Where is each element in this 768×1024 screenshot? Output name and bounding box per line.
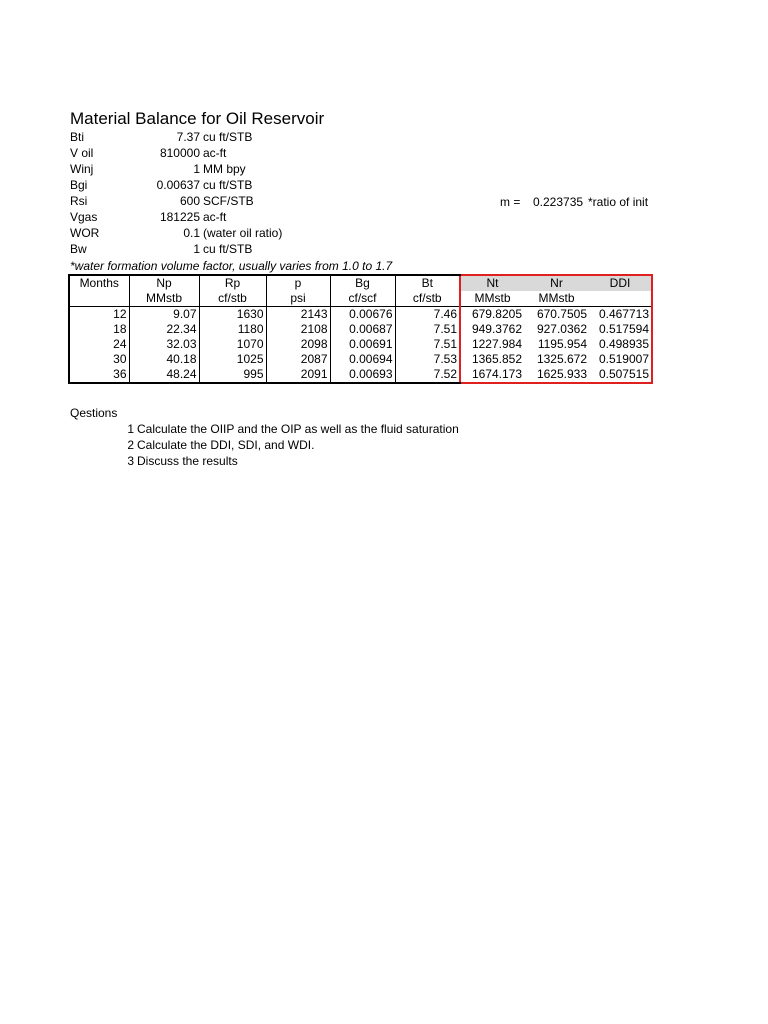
param-name: V oil <box>70 146 94 160</box>
column-unit <box>589 291 652 307</box>
table-cell: 2143 <box>266 307 330 323</box>
column-header: DDI <box>589 275 652 291</box>
table-cell: 1625.933 <box>524 367 589 383</box>
table-cell: 1180 <box>199 322 266 337</box>
table-cell: 0.467713 <box>589 307 652 323</box>
question-number: 2 <box>127 438 134 452</box>
table-cell: 927.0362 <box>536 322 587 336</box>
m-value: 0.223735 <box>533 195 584 209</box>
page-title: Material Balance for Oil Reservoir <box>70 109 325 128</box>
table-cell: 1227.984 <box>460 337 524 352</box>
table-cell: 1195.954 <box>537 337 587 351</box>
table-cell: 949.3762 <box>460 322 524 337</box>
column-unit: MMstb <box>460 291 524 307</box>
table-cell: 0.517594 <box>589 322 652 337</box>
question-text: Calculate the DDI, SDI, and WDI. <box>137 438 315 452</box>
param-name: Bw <box>70 242 87 256</box>
param-unit: cu ft/STB <box>203 242 253 256</box>
param-value: 0.1 <box>183 226 200 240</box>
column-header: Nt <box>460 275 524 291</box>
table-cell: 0.519007 <box>589 352 652 367</box>
question-number: 1 <box>127 422 134 436</box>
param-name: Rsi <box>70 194 88 208</box>
column-unit: cf/stb <box>395 291 460 307</box>
column-unit: cf/stb <box>199 291 266 307</box>
table-cell: 2098 <box>266 337 330 352</box>
table-cell: 22.34 <box>129 322 199 337</box>
table-cell: 48.24 <box>129 367 199 383</box>
table-cell: 9.07 <box>129 307 199 323</box>
table-cell: 7.52 <box>395 367 460 383</box>
column-unit: psi <box>266 291 330 307</box>
table-cell: 0.00691 <box>330 337 395 352</box>
table-cell: 0.00694 <box>330 352 395 367</box>
table-cell: 1325.672 <box>536 352 587 366</box>
m-label: m = <box>500 195 521 209</box>
param-unit: cu ft/STB <box>203 178 253 192</box>
param-name: Vgas <box>70 210 98 224</box>
column-unit <box>69 291 129 307</box>
table-cell: 670.7505 <box>524 307 589 323</box>
table-cell: 995 <box>199 367 266 383</box>
param-value: 181225 <box>159 210 200 224</box>
table-cell: 36 <box>69 367 129 383</box>
table-cell: 1070 <box>199 337 266 352</box>
table-cell: 0.00687 <box>330 322 395 337</box>
questions-label: Qestions <box>70 406 118 420</box>
param-value: 0.00637 <box>156 178 200 192</box>
column-header: Nr <box>524 275 589 291</box>
param-name: WOR <box>70 226 100 240</box>
table-cell: 1365.852 <box>460 352 524 367</box>
table-cell: 0.00676 <box>330 307 395 323</box>
table-cell: 7.51 <box>395 337 460 352</box>
bw-note: *water formation volume factor, usually varies from 1.0 to 1.7 <box>70 259 393 273</box>
param-name: Bti <box>70 130 85 144</box>
table-cell: 40.18 <box>129 352 199 367</box>
param-value: 1 <box>193 162 200 176</box>
param-unit: cu ft/STB <box>203 130 253 144</box>
table-cell: 7.46 <box>395 307 460 323</box>
column-header: Rp <box>199 275 266 291</box>
table-cell: 32.03 <box>129 337 199 352</box>
param-value: 7.37 <box>176 130 200 144</box>
column-header: p <box>266 275 330 291</box>
table-cell: 18 <box>69 322 129 337</box>
table-cell: 7.51 <box>395 322 460 337</box>
column-unit: MMstb <box>538 291 575 305</box>
param-value: 1 <box>193 242 200 256</box>
table-cell: 2108 <box>266 322 330 337</box>
param-name: Bgi <box>70 178 88 192</box>
param-value: 600 <box>179 194 200 208</box>
table-cell: 1025 <box>199 352 266 367</box>
results-table <box>68 274 653 384</box>
table-cell: 2091 <box>266 367 330 383</box>
table-cell: 679.8205 <box>460 307 524 323</box>
param-name: Winj <box>70 162 94 176</box>
column-header: Months <box>69 275 129 291</box>
table-cell: 2087 <box>266 352 330 367</box>
table-cell: 0.498935 <box>589 337 652 352</box>
column-unit: MMstb <box>129 291 199 307</box>
param-value: 810000 <box>159 146 200 160</box>
table-cell: 12 <box>69 307 129 323</box>
column-unit: cf/scf <box>330 291 395 307</box>
param-unit: SCF/STB <box>203 194 254 208</box>
m-note: *ratio of init <box>588 195 649 209</box>
question-number: 3 <box>127 454 134 468</box>
question-text: Discuss the results <box>137 454 238 468</box>
column-header: Bt <box>395 275 460 291</box>
param-unit: MM bpy <box>203 162 246 176</box>
param-unit: ac-ft <box>203 146 227 160</box>
table-cell: 30 <box>69 352 129 367</box>
table-cell: 1674.173 <box>460 367 524 383</box>
param-unit: ac-ft <box>203 210 227 224</box>
param-unit: (water oil ratio) <box>203 226 283 240</box>
table-cell: 1630 <box>199 307 266 323</box>
question-text: Calculate the OIIP and the OIP as well as the fluid saturation <box>137 422 459 436</box>
table-cell: 0.507515 <box>589 367 652 383</box>
column-header: Bg <box>330 275 395 291</box>
table-cell: 0.00693 <box>330 367 395 383</box>
table-cell: 24 <box>69 337 129 352</box>
table-cell: 7.53 <box>395 352 460 367</box>
column-header: Np <box>129 275 199 291</box>
